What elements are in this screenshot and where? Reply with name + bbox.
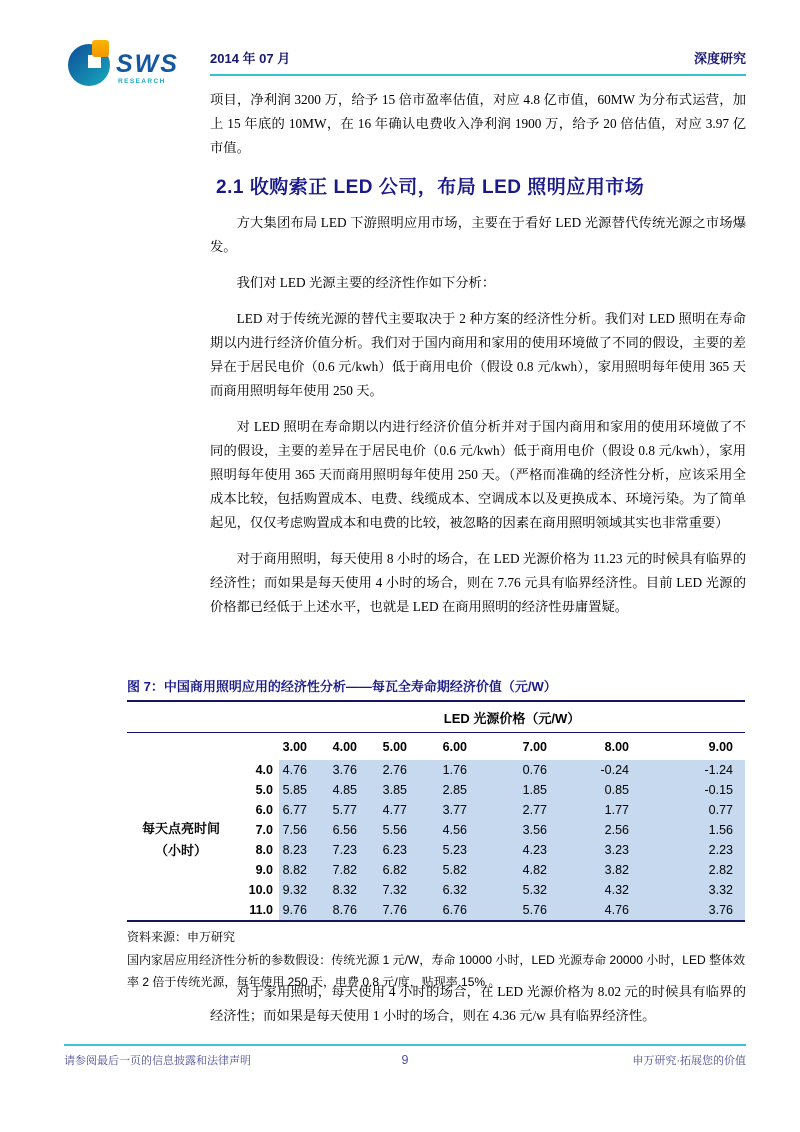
table-cell: 3.56: [479, 820, 559, 840]
figure-source: 资料来源：申万研究: [127, 930, 236, 944]
table-cell: 3.76: [319, 760, 369, 780]
table-cell: 8.76: [319, 900, 369, 921]
column-header: 4.00: [332, 740, 357, 754]
table-cell: 7.32: [369, 880, 419, 900]
table-cell: 5.82: [419, 860, 479, 880]
table-cell: 4.76: [559, 900, 641, 921]
table-cell: 3.85: [369, 780, 419, 800]
column-header: 9.00: [708, 740, 733, 754]
section-heading: 2.1 收购索正 LED 公司，布局 LED 照明应用市场: [216, 177, 645, 198]
table-cell: 5.23: [419, 840, 479, 860]
table-cell: 9.32: [279, 880, 319, 900]
closing-content: [210, 980, 746, 1040]
body-paragraph: LED 对于传统光源的替代主要取决于 2 种方案的经济性分析。我们对 LED 照明在寿命期以内进行经济价值分析。我们对于国内商用和家用的使用环境做了不同的假设，主要的差异在于居民电价（0.6 元/kwh）低于商用电价（假设 0.8 元/kwh），家用照明每年使用 365 天而商用照明每年使用 250 天。: [210, 311, 746, 398]
table-cell: 9.76: [279, 900, 319, 921]
logo-brand-text: SWS: [116, 50, 179, 78]
column-header: 3.00: [282, 740, 307, 754]
report-type: 深度研究: [693, 51, 746, 66]
table-cell: 1.76: [419, 760, 479, 780]
table-cell: 2.77: [479, 800, 559, 820]
table-cell: 2.23: [641, 840, 745, 860]
table-cell: 1.56: [641, 820, 745, 840]
table-cell: 7.23: [319, 840, 369, 860]
table-cell: 4.56: [419, 820, 479, 840]
logo-sub-text: RESEARCH: [118, 78, 166, 85]
table-cell: 5.32: [479, 880, 559, 900]
table-cell: 1.85: [479, 780, 559, 800]
figure-title: 图 7：中国商用照明应用的经济性分析——每瓦全寿命期经济价值（元/W）: [127, 676, 745, 702]
row-hours-label: 4.0: [235, 760, 279, 780]
row-hours-label: 11.0: [235, 900, 279, 921]
table-cell: 0.76: [479, 760, 559, 780]
table-cell: 6.82: [369, 860, 419, 880]
table-cell: 7.56: [279, 820, 319, 840]
table-cell: 3.77: [419, 800, 479, 820]
table-cell: 3.23: [559, 840, 641, 860]
table-cell: 8.32: [319, 880, 369, 900]
table-cell: 7.82: [319, 860, 369, 880]
table-cell: 2.85: [419, 780, 479, 800]
row-hours-label: 10.0: [235, 880, 279, 900]
table-cell: -0.15: [641, 780, 745, 800]
footer-slogan: 申万研究·拓展您的价值: [632, 1055, 746, 1067]
table-cell: 5.85: [279, 780, 319, 800]
table-cell: -0.24: [559, 760, 641, 780]
row-hours-label: 8.0: [235, 840, 279, 860]
body-paragraph: 方大集团布局 LED 下游照明应用市场，主要在于看好 LED 光源替代传统光源之市场爆发。: [210, 215, 746, 254]
table-cell: 4.32: [559, 880, 641, 900]
footer-disclaimer: 请参阅最后一页的信息披露和法律声明: [64, 1055, 251, 1067]
table-cell: 3.32: [641, 880, 745, 900]
column-header: 6.00: [442, 740, 467, 754]
table-corner-cell: [127, 702, 279, 733]
page-header: [210, 48, 746, 76]
row-hours-label: 7.0: [235, 820, 279, 840]
table-corner-cell: [127, 733, 279, 761]
column-header: 5.00: [382, 740, 407, 754]
row-hours-label: 6.0: [235, 800, 279, 820]
table-cell: 4.82: [479, 860, 559, 880]
figure-7: [127, 676, 745, 993]
economics-table: [127, 702, 745, 922]
column-group-header: LED 光源价格（元/W）: [279, 702, 745, 733]
table-row: [127, 760, 745, 780]
table-body: [127, 760, 745, 921]
table-cell: 0.77: [641, 800, 745, 820]
table-cell: 6.76: [419, 900, 479, 921]
table-cell: -1.24: [641, 760, 745, 780]
body-paragraph: 项目，净利润 3200 万，给予 15 倍市盈率估值，对应 4.8 亿市值，60MW 为分布式运营，加上 15 年底的 10MW，在 16 年确认电费收入净利润 1900 万，给予 20 倍估值，对应 3.97 亿市值。: [210, 92, 746, 155]
table-cell: 6.32: [419, 880, 479, 900]
table-cell: 3.82: [559, 860, 641, 880]
table-cell: 8.82: [279, 860, 319, 880]
table-cell: 4.76: [279, 760, 319, 780]
table-cell: 4.85: [319, 780, 369, 800]
table-column-header-row: [127, 733, 745, 761]
column-header: 8.00: [604, 740, 629, 754]
table-cell: 8.23: [279, 840, 319, 860]
row-hours-label: 5.0: [235, 780, 279, 800]
table-cell: 4.77: [369, 800, 419, 820]
table-cell: 2.82: [641, 860, 745, 880]
column-header: 7.00: [522, 740, 547, 754]
page-footer: [64, 1044, 746, 1068]
table-cell: 4.23: [479, 840, 559, 860]
report-date: 2014 年 07 月: [210, 51, 291, 66]
table-cell: 1.77: [559, 800, 641, 820]
table-cell: 2.76: [369, 760, 419, 780]
table-cell: 0.85: [559, 780, 641, 800]
page-number: 9: [401, 1053, 409, 1067]
table-group-header-row: [127, 702, 745, 733]
table-cell: 6.23: [369, 840, 419, 860]
table-cell: 3.76: [641, 900, 745, 921]
figure-note: 国内家居应用经济性分析的参数假设：传统光源 1 元/W，寿命 10000 小时，LED 光源寿命 20000 小时，LED 整体效率 2 倍于传统光源，每年使用 250 天，电费 0.8 元/度，贴现率 15% 。: [127, 953, 745, 989]
table-cell: 5.76: [479, 900, 559, 921]
table-cell: 5.77: [319, 800, 369, 820]
table-cell: 6.77: [279, 800, 319, 820]
table-cell: 7.76: [369, 900, 419, 921]
table-cell: 5.56: [369, 820, 419, 840]
body-content: [210, 88, 746, 631]
table-cell: 2.56: [559, 820, 641, 840]
row-group-header: 每天点亮时间 （小时）: [127, 760, 235, 921]
row-hours-label: 9.0: [235, 860, 279, 880]
body-paragraph: 对于商用照明，每天使用 8 小时的场合，在 LED 光源价格为 11.23 元的时候具有临界的经济性；而如果是每天使用 4 小时的场合，则在 7.76 元具有临界经济性。目前 LED 光源的价格都已经低于上述水平，也就是 LED 在商用照明的经济性毋庸置疑。: [210, 551, 746, 614]
body-paragraph: 我们对 LED 光源主要的经济性作如下分析：: [236, 275, 496, 290]
sws-logo-icon: [64, 34, 186, 90]
table-cell: 6.56: [319, 820, 369, 840]
body-paragraph: 对于家用照明，每天使用 4 小时的场合，在 LED 光源价格为 8.02 元的时候具有临界的经济性；而如果是每天使用 1 小时的场合，则在 4.36 元/w 具有临界经济性。: [210, 984, 746, 1023]
body-paragraph: 对 LED 照明在寿命期以内进行经济价值分析并对于国内商用和家用的使用环境做了不同的假设，主要的差异在于居民电价（0.6 元/kwh）低于商用电价（假设 0.8 元/kwh），家用照明每年使用 365 天而商用照明每年使用 250 天。（严格而准确的经济性分析，应该采用全成本比较，包括购置成本、电费、线缆成本、空调成本以及更换成本、环境污染。为了简单起见，仅仅考虑购置成本和电费的比较，被忽略的因素在商用照明领域其实也非常重要）: [210, 419, 746, 530]
